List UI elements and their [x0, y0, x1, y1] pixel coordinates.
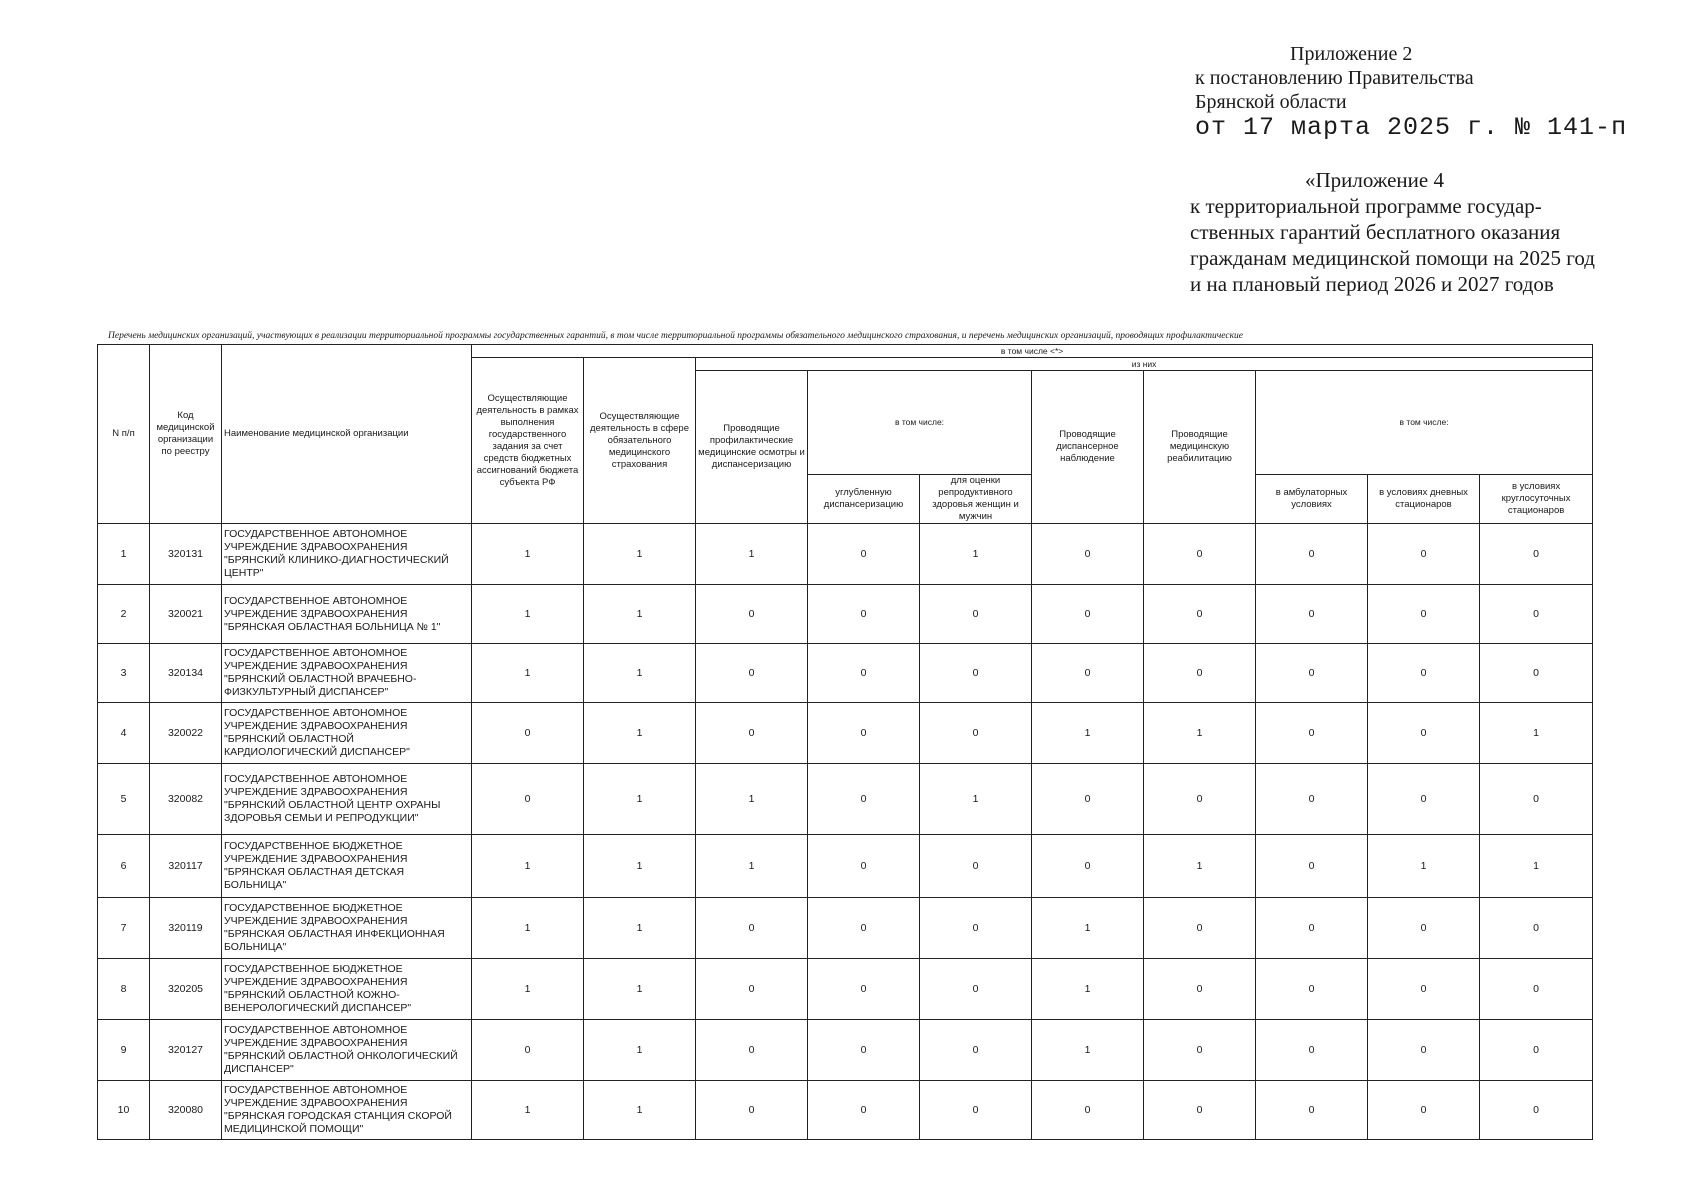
row-flag-cell: 0 — [1480, 524, 1593, 585]
row-flag-cell: 0 — [1256, 1081, 1368, 1140]
row-flag-cell: 0 — [1368, 585, 1480, 644]
header-group-incl: в том числе <*> — [472, 345, 1593, 358]
row-flag-cell: 0 — [1256, 524, 1368, 585]
row-flag-cell: 0 — [1144, 764, 1256, 835]
row-flag-cell: 0 — [1144, 898, 1256, 959]
row-flag-cell: 0 — [1480, 898, 1593, 959]
row-flag-cell: 0 — [1032, 1081, 1144, 1140]
row-flag-cell: 0 — [1368, 703, 1480, 764]
row-number: 2 — [98, 585, 150, 644]
row-flag-cell: 1 — [584, 1020, 696, 1081]
row-org-name: ГОСУДАРСТВЕННОЕ БЮДЖЕТНОЕ УЧРЕЖДЕНИЕ ЗДРАВООХРАНЕНИЯ "БРЯНСКИЙ ОБЛАСТНОЙ КОЖНО-ВЕНЕРОЛОГИЧЕСКИЙ ДИСПАНСЕР" — [222, 959, 472, 1020]
header-repro: для оценки репродуктивного здоровья женщин и мужчин — [920, 475, 1032, 524]
row-flag-cell: 0 — [1032, 585, 1144, 644]
program-appendix-line2: к территориальной программе государ- — [1190, 194, 1542, 218]
table-row — [98, 644, 1593, 703]
row-org-name: ГОСУДАРСТВЕННОЕ АВТОНОМНОЕ УЧРЕЖДЕНИЕ ЗДРАВООХРАНЕНИЯ "БРЯНСКИЙ КЛИНИКО-ДИАГНОСТИЧЕСКИЙ ЦЕНТР" — [222, 524, 472, 585]
row-flag-cell: 0 — [1144, 959, 1256, 1020]
row-flag-cell: 0 — [1144, 524, 1256, 585]
table-row — [98, 1081, 1593, 1140]
row-flag-cell: 1 — [696, 835, 808, 898]
row-flag-cell: 1 — [584, 764, 696, 835]
row-flag-cell: 1 — [1032, 959, 1144, 1020]
table-row — [98, 898, 1593, 959]
row-flag-cell: 1 — [1480, 703, 1593, 764]
row-flag-cell: 0 — [696, 644, 808, 703]
row-number: 3 — [98, 644, 150, 703]
table-row — [98, 764, 1593, 835]
row-flag-cell: 0 — [1144, 585, 1256, 644]
row-number: 7 — [98, 898, 150, 959]
row-flag-cell: 1 — [472, 835, 584, 898]
row-org-name: ГОСУДАРСТВЕННОЕ АВТОНОМНОЕ УЧРЕЖДЕНИЕ ЗДРАВООХРАНЕНИЯ "БРЯНСКИЙ ОБЛАСТНОЙ ЦЕНТР ОХРАНЫ ЗДОРОВЬЯ СЕМЬИ И РЕПРОДУКЦИИ" — [222, 764, 472, 835]
row-flag-cell: 0 — [696, 959, 808, 1020]
row-flag-cell: 0 — [696, 1081, 808, 1140]
row-flag-cell: 0 — [1480, 959, 1593, 1020]
row-flag-cell: 0 — [1480, 1081, 1593, 1140]
table-row — [98, 703, 1593, 764]
row-flag-cell: 0 — [1032, 644, 1144, 703]
row-number: 9 — [98, 1020, 150, 1081]
row-flag-cell: 1 — [584, 959, 696, 1020]
row-code: 320131 — [150, 524, 222, 585]
row-flag-cell: 0 — [808, 835, 920, 898]
row-flag-cell: 0 — [1144, 1081, 1256, 1140]
header-disp: Проводящие диспансерное наблюдение — [1032, 371, 1144, 524]
row-org-name: ГОСУДАРСТВЕННОЕ БЮДЖЕТНОЕ УЧРЕЖДЕНИЕ ЗДРАВООХРАНЕНИЯ "БРЯНСКАЯ ОБЛАСТНАЯ ИНФЕКЦИОННАЯ БОЛЬНИЦА" — [222, 898, 472, 959]
row-flag-cell: 1 — [1368, 835, 1480, 898]
row-flag-cell: 0 — [1144, 644, 1256, 703]
row-flag-cell: 0 — [1256, 585, 1368, 644]
row-flag-cell: 0 — [920, 644, 1032, 703]
row-flag-cell: 0 — [1256, 898, 1368, 959]
row-number: 8 — [98, 959, 150, 1020]
row-code: 320021 — [150, 585, 222, 644]
row-flag-cell: 1 — [584, 644, 696, 703]
row-flag-cell: 1 — [584, 898, 696, 959]
table-row — [98, 524, 1593, 585]
row-flag-cell: 0 — [472, 703, 584, 764]
row-flag-cell: 0 — [1256, 764, 1368, 835]
row-flag-cell: 0 — [1480, 1020, 1593, 1081]
row-flag-cell: 0 — [920, 1081, 1032, 1140]
row-flag-cell: 1 — [472, 524, 584, 585]
row-flag-cell: 0 — [920, 1020, 1032, 1081]
row-flag-cell: 1 — [584, 524, 696, 585]
row-flag-cell: 1 — [1144, 703, 1256, 764]
row-flag-cell: 0 — [808, 1081, 920, 1140]
header-num: N п/п — [98, 345, 150, 524]
header-rehab: Проводящие медицинскую реабилитацию — [1144, 371, 1256, 524]
row-code: 320080 — [150, 1081, 222, 1140]
row-flag-cell: 0 — [1480, 585, 1593, 644]
row-flag-cell: 0 — [472, 764, 584, 835]
row-flag-cell: 0 — [808, 524, 920, 585]
table-caption: Перечень медицинских организаций, участвующих в реализации территориальной программы государственных гарантий, в том числе территориальной программы обязательного медицинского страхования, и перечень медицинских организаций, проводящих профилактические — [108, 331, 1244, 341]
row-flag-cell: 0 — [696, 585, 808, 644]
row-flag-cell: 0 — [472, 1020, 584, 1081]
row-flag-cell: 0 — [696, 703, 808, 764]
row-flag-cell: 1 — [696, 524, 808, 585]
row-number: 5 — [98, 764, 150, 835]
header-name: Наименование медицинской организации — [222, 345, 472, 524]
header-code: Код медицинской организации по реестру — [150, 345, 222, 524]
row-flag-cell: 0 — [920, 585, 1032, 644]
row-flag-cell: 0 — [1480, 644, 1593, 703]
row-flag-cell: 1 — [696, 764, 808, 835]
row-number: 6 — [98, 835, 150, 898]
row-number: 10 — [98, 1081, 150, 1140]
row-flag-cell: 0 — [808, 644, 920, 703]
row-flag-cell: 1 — [472, 1081, 584, 1140]
appendix-region-line: Брянской области — [1195, 91, 1347, 113]
header-amb: в амбулаторных условиях — [1256, 475, 1368, 524]
header-oms: Осуществляющие деятельность в сфере обязательного медицинского страхования — [584, 358, 696, 524]
row-code: 320134 — [150, 644, 222, 703]
row-flag-cell: 1 — [584, 585, 696, 644]
header-group-incl-a: в том числе: — [808, 371, 1032, 475]
appendix-header — [1195, 42, 1665, 140]
row-flag-cell: 0 — [920, 959, 1032, 1020]
row-flag-cell: 1 — [1144, 835, 1256, 898]
row-flag-cell: 0 — [1368, 524, 1480, 585]
row-flag-cell: 0 — [696, 1020, 808, 1081]
program-appendix-header — [1190, 167, 1670, 297]
row-flag-cell: 0 — [808, 959, 920, 1020]
row-code: 320022 — [150, 703, 222, 764]
row-code: 320117 — [150, 835, 222, 898]
row-flag-cell: 1 — [472, 585, 584, 644]
row-flag-cell: 0 — [1368, 1020, 1480, 1081]
row-flag-cell: 0 — [1032, 764, 1144, 835]
row-org-name: ГОСУДАРСТВЕННОЕ БЮДЖЕТНОЕ УЧРЕЖДЕНИЕ ЗДРАВООХРАНЕНИЯ "БРЯНСКАЯ ОБЛАСТНАЯ ДЕТСКАЯ БОЛЬНИЦА" — [222, 835, 472, 898]
program-appendix-title: «Приложение 4 — [1305, 168, 1444, 192]
row-org-name: ГОСУДАРСТВЕННОЕ АВТОНОМНОЕ УЧРЕЖДЕНИЕ ЗДРАВООХРАНЕНИЯ "БРЯНСКАЯ ГОРОДСКАЯ СТАНЦИЯ СКОРОЙ МЕДИЦИНСКОЙ ПОМОЩИ" — [222, 1081, 472, 1140]
row-flag-cell: 0 — [1032, 835, 1144, 898]
row-flag-cell: 0 — [1032, 524, 1144, 585]
header-group-incl-b: в том числе: — [1256, 371, 1593, 475]
row-flag-cell: 0 — [1256, 703, 1368, 764]
row-flag-cell: 1 — [920, 764, 1032, 835]
row-code: 320082 — [150, 764, 222, 835]
row-flag-cell: 0 — [808, 703, 920, 764]
row-flag-cell: 1 — [584, 703, 696, 764]
row-flag-cell: 1 — [472, 898, 584, 959]
row-number: 1 — [98, 524, 150, 585]
program-appendix-line4: гражданам медицинской помощи на 2025 год — [1190, 246, 1595, 270]
row-flag-cell: 0 — [920, 898, 1032, 959]
row-flag-cell: 0 — [1368, 764, 1480, 835]
row-code: 320119 — [150, 898, 222, 959]
row-flag-cell: 0 — [808, 585, 920, 644]
program-appendix-line3: ственных гарантий бесплатного оказания — [1190, 220, 1561, 244]
organizations-table — [97, 344, 1593, 1140]
row-flag-cell: 0 — [1368, 959, 1480, 1020]
row-flag-cell: 0 — [1256, 835, 1368, 898]
appendix-title: Приложение 2 — [1290, 43, 1413, 65]
table-row — [98, 1020, 1593, 1081]
header-group-of-them: из них — [696, 358, 1593, 371]
header-deep: углубленную диспансеризацию — [808, 475, 920, 524]
appendix-date-number: от 17 марта 2025 г. № 141-п — [1195, 113, 1628, 142]
row-flag-cell: 1 — [584, 835, 696, 898]
row-flag-cell: 1 — [1480, 835, 1593, 898]
table-row — [98, 585, 1593, 644]
program-appendix-line5: и на плановый период 2026 и 2027 годов — [1190, 272, 1554, 296]
row-flag-cell: 1 — [920, 524, 1032, 585]
row-flag-cell: 0 — [1256, 959, 1368, 1020]
row-number: 4 — [98, 703, 150, 764]
row-flag-cell: 1 — [584, 1081, 696, 1140]
row-flag-cell: 0 — [696, 898, 808, 959]
row-flag-cell: 0 — [1256, 1020, 1368, 1081]
row-flag-cell: 0 — [1368, 898, 1480, 959]
row-flag-cell: 1 — [1032, 703, 1144, 764]
row-flag-cell: 0 — [808, 764, 920, 835]
row-flag-cell: 1 — [472, 644, 584, 703]
row-flag-cell: 0 — [920, 835, 1032, 898]
header-day: в условиях дневных стационаров — [1368, 475, 1480, 524]
header-round: в условиях круглосуточных стационаров — [1480, 475, 1593, 524]
row-flag-cell: 0 — [920, 703, 1032, 764]
row-flag-cell: 0 — [1256, 644, 1368, 703]
table-row — [98, 835, 1593, 898]
header-state-task: Осуществляющие деятельность в рамках выполнения государственного задания за счет средств бюджетных ассигнований бюджета субъекта РФ — [472, 358, 584, 524]
row-org-name: ГОСУДАРСТВЕННОЕ АВТОНОМНОЕ УЧРЕЖДЕНИЕ ЗДРАВООХРАНЕНИЯ "БРЯНСКИЙ ОБЛАСТНОЙ КАРДИОЛОГИЧЕСКИЙ ДИСПАНСЕР" — [222, 703, 472, 764]
row-flag-cell: 0 — [1480, 764, 1593, 835]
row-flag-cell: 0 — [1368, 1081, 1480, 1140]
table-row — [98, 959, 1593, 1020]
row-flag-cell: 0 — [1144, 1020, 1256, 1081]
row-flag-cell: 0 — [1368, 644, 1480, 703]
row-org-name: ГОСУДАРСТВЕННОЕ АВТОНОМНОЕ УЧРЕЖДЕНИЕ ЗДРАВООХРАНЕНИЯ "БРЯНСКИЙ ОБЛАСТНОЙ ОНКОЛОГИЧЕСКИЙ ДИСПАНСЕР" — [222, 1020, 472, 1081]
row-flag-cell: 0 — [808, 1020, 920, 1081]
row-org-name: ГОСУДАРСТВЕННОЕ АВТОНОМНОЕ УЧРЕЖДЕНИЕ ЗДРАВООХРАНЕНИЯ "БРЯНСКАЯ ОБЛАСТНАЯ БОЛЬНИЦА № 1" — [222, 585, 472, 644]
row-code: 320205 — [150, 959, 222, 1020]
row-flag-cell: 1 — [1032, 898, 1144, 959]
row-flag-cell: 1 — [1032, 1020, 1144, 1081]
row-org-name: ГОСУДАРСТВЕННОЕ АВТОНОМНОЕ УЧРЕЖДЕНИЕ ЗДРАВООХРАНЕНИЯ "БРЯНСКИЙ ОБЛАСТНОЙ ВРАЧЕБНО-ФИЗКУЛЬТУРНЫЙ ДИСПАНСЕР" — [222, 644, 472, 703]
header-prof: Проводящие профилактические медицинские осмотры и диспансеризацию — [696, 371, 808, 524]
appendix-ref-line: к постановлению Правительства — [1195, 67, 1474, 89]
row-code: 320127 — [150, 1020, 222, 1081]
row-flag-cell: 0 — [808, 898, 920, 959]
row-flag-cell: 1 — [472, 959, 584, 1020]
